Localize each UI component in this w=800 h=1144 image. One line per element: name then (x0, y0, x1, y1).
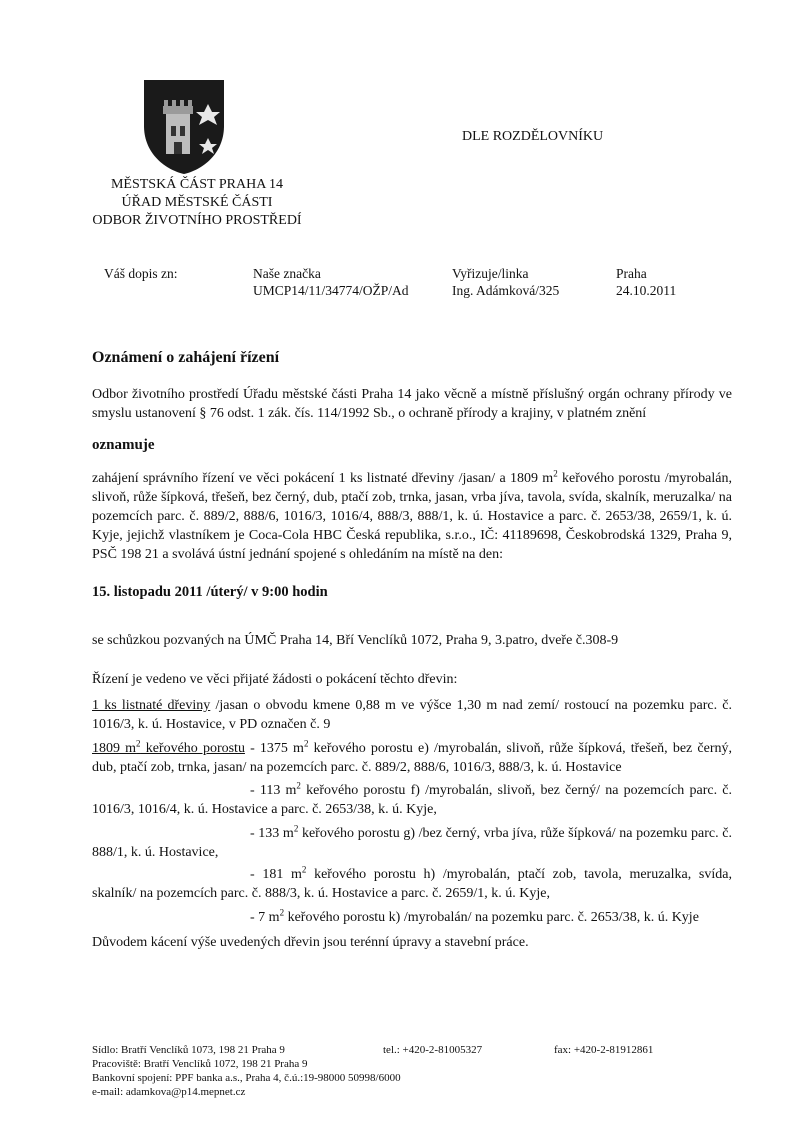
org-line-2: ÚŘAD MĚSTSKÉ ČÁSTI (121, 195, 273, 210)
handled-by-block (452, 265, 559, 299)
subject-intro: Řízení je vedeno ve věci přijaté žádosti o pokácení těchto dřevin: (92, 672, 458, 687)
handled-by-label: Vyřizuje/linka (452, 266, 529, 281)
coat-of-arms-logo (140, 76, 228, 176)
org-line-3: ODBOR ŽIVOTNÍHO PROSTŘEDÍ (92, 213, 302, 228)
meeting-date: 15. listopadu 2011 /úterý/ v 9:00 hodin (92, 584, 328, 600)
announces-heading: oznamuje (92, 437, 155, 453)
sub-item-text: keřového porostu k) /myrobalán/ na pozemku parc. č. 2653/38, k. ú. Kyje (284, 910, 699, 925)
tree-item-label: 1 ks listnaté dřeviny (92, 698, 211, 713)
handled-by-value: Ing. Adámková/325 (452, 283, 560, 298)
shrub-area: 1809 m (92, 741, 137, 756)
shrub-label-text: keřového porostu (140, 741, 245, 756)
meeting-place: se schůzkou pozvaných na ÚMČ Praha 14, Bří Venclíků 1072, Praha 9, 3.patro, dveře č.308-9 (92, 633, 619, 648)
footer-fax: fax: +420-2-81912861 (554, 1044, 654, 1056)
org-line-1: MĚSTSKÁ ČÁST PRAHA 14 (110, 177, 284, 192)
date: 24.10.2011 (616, 283, 677, 298)
sup-2: 2 (553, 468, 558, 479)
sup-2: 2 (301, 864, 307, 875)
body-text-b: keřového porostu /myrobalán, slivoň, růže šípková, třešeň, bez černý, dub, ptačí zob, trnka, jasan, vrba jíva, tavola, svída, skalník, meruzalka/ na pozemcích parc. č. 889/2, 888/6, 1016/3, 1016/4, 888/3, 888/1, k. ú. Hostavice a parc. č. 2653/38, 2659/1, k. ú. Kyje, jejichž vlastníkem je Coca-Cola HBC Česká republika, s.r.o., IČ: 41189698, Českobrodská 1329, Praha 9, PSČ 198 21 a svolává ústní jednání spojené s ohledáním na místě na den: (92, 471, 733, 562)
footer-bank: Bankovní spojení: PPF banka a.s., Praha 4, č.ú.:19-98000 50998/6000 (92, 1072, 401, 1084)
tree-item-text: /jasan o obvodu kmene 0,88 m ve výšce 1,30 m nad zemí/ rostoucí na pozemku parc. č. 1016/3, k. ú. Hostavice, v PD označen č. 9 (92, 698, 733, 732)
intro-paragraph: Odbor životního prostředí Úřadu městské části Praha 14 jako věcně a místně příslušný orgán ochrany přírody ve smyslu ustanovení § 76 odst. 1 zák. čís. 114/1992 Sb., o ochraně přírody a krajiny, v platném znění (92, 387, 732, 421)
shrub-sub-b: keřového porostu e) /myrobalán, slivoň, růže šípková, třešeň, bez černý, dub, ptačí zob, trnka, jasan/ na pozemcích parc. č. 889/2, 888/6, 1016/3, 888/3, k. ú. Hostavice (92, 741, 732, 775)
sub-item (92, 865, 732, 903)
place: Praha (616, 266, 647, 281)
shrub-sub-a: - 1375 m (244, 741, 304, 756)
sub-item-area: - 181 m (250, 867, 302, 882)
sup-2: 2 (296, 780, 301, 791)
sub-item-text: keřového porostu h) /myrobalán, ptačí zob, tavola, meruzalka, svída, skalník/ na pozemcích parc. č. 888/3, k. ú. Hostavice a parc. č. 2659/1, k. ú. Kyje, (92, 867, 732, 901)
reason-text: Důvodem kácení výše uvedených dřevin jsou terénní úpravy a stavební práce. (92, 935, 529, 950)
body-paragraph (92, 469, 732, 564)
document-title: Oznámení o zahájení řízení (92, 349, 280, 366)
our-ref-block (253, 265, 409, 299)
footer-seat: Sídlo: Bratří Venclíků 1073, 198 21 Praha 9 (92, 1044, 285, 1056)
sup-2: 2 (136, 738, 141, 749)
recipient-line: DLE ROZDĚLOVNÍKU (462, 129, 604, 144)
sub-item-area: - 133 m (250, 826, 294, 841)
our-ref-label: Naše značka (253, 266, 321, 281)
footer-email: e-mail: adamkova@p14.mepnet.cz (92, 1086, 246, 1098)
our-ref-value: UMCP14/11/34774/OŽP/Ad (253, 283, 409, 298)
sub-item (92, 908, 732, 927)
body-text-a: zahájení správního řízení ve věci pokácení 1 ks listnaté dřeviny /jasan/ a 1809 m (92, 471, 554, 486)
footer-office: Pracoviště: Bratří Venclíků 1072, 198 21 Praha 9 (92, 1058, 308, 1070)
shrub-item (92, 739, 732, 777)
place-date-block (616, 265, 676, 299)
sub-item-area: - 113 m (250, 783, 297, 798)
sup-2: 2 (293, 823, 299, 834)
organization-name (92, 176, 302, 230)
sub-item (92, 824, 732, 862)
sup-2: 2 (279, 907, 285, 918)
sub-item-area: - 7 m (250, 910, 280, 925)
tree-item (92, 696, 732, 734)
footer-tel: tel.: +420-2-81005327 (383, 1044, 483, 1056)
sup-2: 2 (303, 738, 309, 749)
your-letter-label: Váš dopis zn: (104, 266, 178, 281)
sub-item-text: keřového porostu f) /myrobalán, slivoň, bez černý/ na pozemcích parc. č. 1016/3, 1016/4, k. ú. Hostavice a parc. č. 2653/38, k. ú. Kyje, (92, 783, 732, 817)
sub-item-text: keřového porostu g) /bez černý, vrba jíva, růže šípková/ na pozemku parc. č. 888/1, k. ú. Hostavice, (92, 826, 732, 860)
sub-item (92, 781, 732, 819)
shrub-item-label (92, 738, 245, 756)
